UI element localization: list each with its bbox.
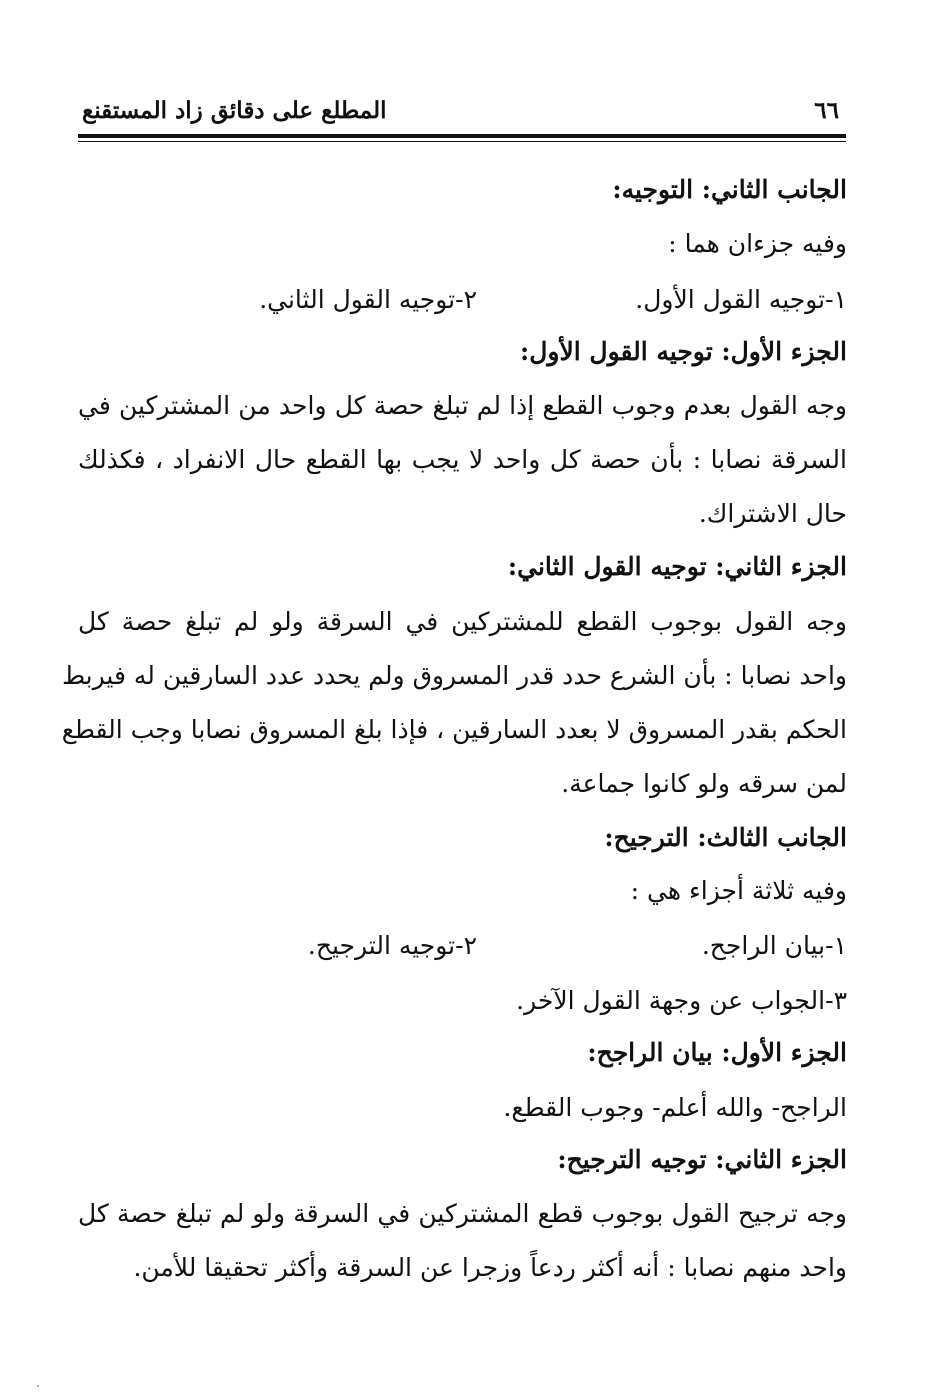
list-item: ٢-توجيه القول الثاني.: [259, 285, 477, 314]
running-title: المطلع على دقائق زاد المستقنع: [82, 97, 387, 124]
paragraph-line: وجه القول بوجوب القطع للمشتركين في السرقة ولو لم تبلغ حصة كل: [78, 607, 847, 636]
paragraph-line: حال الاشتراك.: [698, 499, 847, 528]
list-item: ١-توجيه القول الأول.: [635, 285, 847, 314]
paragraph-line: لمن سرقه ولو كانوا جماعة.: [561, 769, 847, 798]
paragraph-line: السرقة نصابا : بأن حصة كل واحد لا يجب بها القطع حال الانفراد ، فكذلك: [78, 445, 847, 474]
part-heading: الجزء الثاني: توجيه الترجيح:: [557, 1145, 847, 1174]
part-heading: الجزء الأول: توجيه القول الأول:: [520, 337, 847, 366]
page-header: [78, 95, 843, 135]
section-items-row: [94, 280, 847, 320]
list-item: ١-بيان الراجح.: [701, 931, 847, 960]
section-heading: الجانب الثالث: الترجيح:: [604, 823, 847, 852]
list-item: ٣-الجواب عن وجهة القول الآخر.: [516, 986, 847, 1015]
header-rule: [78, 134, 846, 138]
section-items-row: [94, 926, 847, 966]
paragraph-line: الحكم بقدر المسروق لا بعدد السارقين ، فإذا بلغ المسروق نصابا وجب القطع: [61, 715, 847, 744]
paragraph-line: الراجح- والله أعلم- وجوب القطع.: [503, 1093, 847, 1122]
paragraph-line: واحد نصابا : بأن الشرع حدد قدر المسروق ولم يحدد عدد السارقين له فيربط: [61, 661, 847, 690]
part-heading: الجزء الأول: بيان الراجح:: [587, 1038, 847, 1067]
section-heading: الجانب الثاني: التوجيه:: [612, 175, 847, 204]
paragraph-line: واحد منهم نصابا : أنه أكثر ردعاً وزجرا عن السرقة وأكثر تحقيقا للأمن.: [133, 1253, 847, 1282]
section-intro: وفيه جزءان هما :: [668, 229, 847, 258]
page-number: ٦٦: [814, 97, 839, 124]
paragraph-line: وجه ترجيح القول بوجوب قطع المشتركين في السرقة ولو لم تبلغ حصة كل: [78, 1199, 847, 1228]
scan-speck: [37, 1385, 39, 1387]
header-rule-thin: [78, 141, 846, 142]
section-intro: وفيه ثلاثة أجزاء هي :: [630, 876, 847, 905]
list-item: ٢-توجيه الترجيح.: [307, 931, 477, 960]
paragraph-line: وجه القول بعدم وجوب القطع إذا لم تبلغ حصة كل واحد من المشتركين في: [78, 391, 847, 420]
part-heading: الجزء الثاني: توجيه القول الثاني:: [507, 552, 847, 581]
